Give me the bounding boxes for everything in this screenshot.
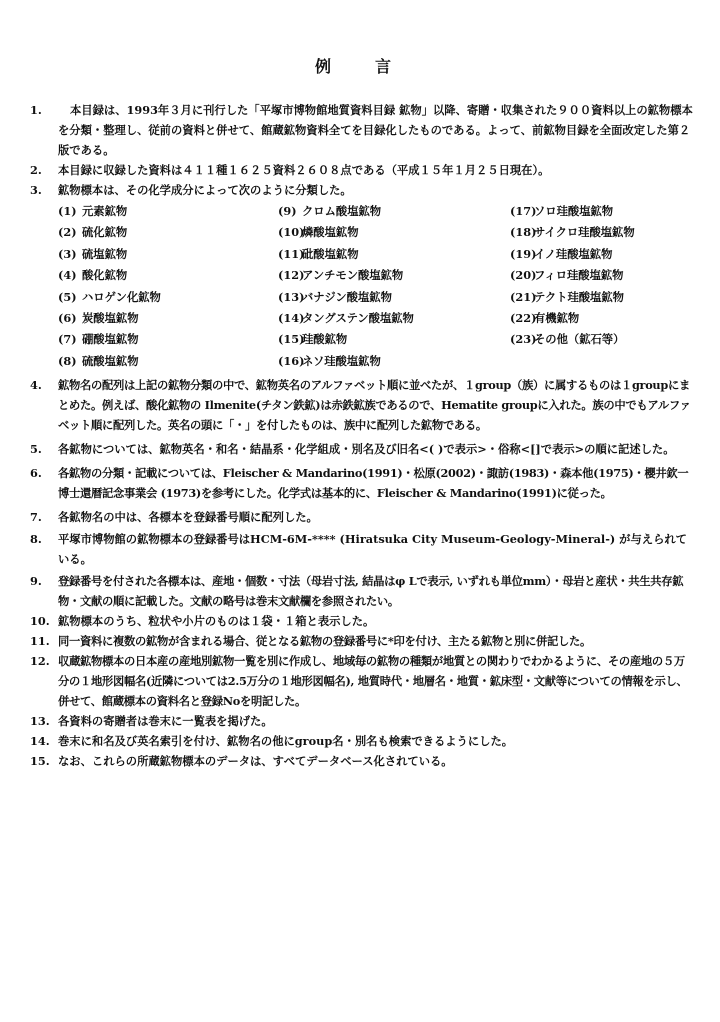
item-number: 15.: [30, 754, 50, 769]
category-number: (12): [278, 268, 305, 283]
category-number: (13): [278, 289, 305, 304]
list-item: [30, 751, 695, 771]
item-number: 11.: [30, 634, 50, 649]
category-item: [510, 287, 680, 308]
item-number: 8.: [30, 532, 42, 547]
category-name: 珪酸鉱物: [302, 332, 348, 347]
category-number: (14): [278, 310, 305, 325]
list-item: [30, 160, 695, 180]
item-text: 本目録に収録した資料は４１１種１６２５資料２６０８点である（平成１５年１月２５日現在）。: [58, 163, 550, 177]
category-name: バナジン酸塩鉱物: [302, 289, 392, 304]
category-item: [58, 351, 278, 372]
category-name: 燐酸塩鉱物: [302, 225, 359, 240]
category-number: (11): [278, 246, 305, 261]
item-number: 12.: [30, 654, 50, 669]
category-number: (4): [58, 268, 77, 283]
category-item: [510, 265, 680, 286]
item-number: 13.: [30, 714, 50, 729]
list-item: [30, 529, 695, 569]
category-number: (3): [58, 246, 77, 261]
item-number: 5.: [30, 442, 42, 457]
category-name: ネソ珪酸塩鉱物: [302, 353, 381, 368]
category-number: (20): [510, 268, 537, 283]
category-name: クロム酸塩鉱物: [302, 204, 382, 218]
category-item: [510, 222, 680, 243]
page-title: 例 言: [314, 57, 405, 76]
list-item: [30, 463, 695, 503]
item-text: 鉱物名の配列は上記の鉱物分類の中で、鉱物英名のアルファベット順に並べたが、１group（族）に属するものは１groupにまとめた。例えば、酸化鉱物の Ilmenite(チタン鉄鉱)は赤鉄鉱族であるので、Hematite groupに入れた。族の中でもアルファベット順に配列した。英名の頭に「・」を付したものは、族中に配列した鉱物である。: [58, 378, 691, 433]
category-item: [510, 244, 680, 265]
item-text: 登録番号を付された各標本は、産地・個数・寸法（母岩寸法, 結晶はφ Lで表示, いずれも単位mm）・母岩と産状・共生共存鉱物・文献の順に記載した。文献の略号は巻末文献欄を参照されたい。: [58, 574, 684, 609]
list-item: [30, 180, 695, 372]
category-item: [278, 244, 510, 265]
item-number: 9.: [30, 574, 42, 589]
category-name: 砒酸塩鉱物: [302, 246, 359, 261]
item-text: 各鉱物については、鉱物英名・和名・結晶系・化学組成・別名及び旧名<( )で表示>・俗称<[]で表示>の順に記述した。: [58, 442, 675, 457]
category-name: ソロ珪酸塩鉱物: [534, 204, 614, 218]
category-item: [278, 222, 510, 243]
category-name: 硫化鉱物: [82, 225, 128, 240]
category-item: [278, 287, 510, 308]
item-text: 各鉱物の分類・記載については、Fleischer & Mandarino(1991)・松原(2002)・諏訪(1983)・森本他(1975)・櫻井欽一博士還暦記念事業会 (1973)を参考にした。化学式は基本的に、Fleischer & Mandarino(1991)に従った。: [58, 466, 689, 501]
item-text: 収蔵鉱物標本の日本産の産地別鉱物一覧を別に作成し、地域毎の鉱物の種類が地質との関わりでわかるように、その産地の５万分の１地形図幅名(近隣については2.5万分の１地形図幅名), 地質時代・地層名・地質・鉱床型・文献等についての情報を示し、併せて、館蔵標本の資料名と登録Noを明記した。: [58, 654, 688, 709]
list-item: [30, 731, 695, 751]
category-number: (7): [58, 332, 77, 347]
category-item: [58, 265, 278, 286]
category-item: [58, 244, 278, 265]
item-number: 7.: [30, 510, 42, 525]
list-item: [30, 651, 695, 711]
category-name: 炭酸塩鉱物: [82, 310, 139, 325]
category-item: [510, 329, 680, 350]
category-item: [510, 308, 680, 329]
category-number: (2): [58, 225, 77, 240]
category-name: 有機鉱物: [534, 310, 580, 325]
item-text: 各鉱物名の中は、各標本を登録番号順に配列した。: [58, 510, 318, 525]
category-item: [278, 351, 510, 372]
item-number: 2.: [30, 163, 42, 177]
category-number: (5): [58, 289, 77, 304]
category-number: (18): [510, 225, 537, 240]
category-name: アンチモン酸塩鉱物: [302, 268, 404, 283]
category-name: 酸化鉱物: [82, 268, 128, 283]
item-text: 鉱物標本のうち、粒状や小片のものは１袋・１箱と表示した。: [58, 614, 375, 629]
list-item: [30, 507, 695, 527]
category-name: ハロゲン化鉱物: [82, 289, 161, 304]
category-number: (16): [278, 353, 305, 368]
list-item: [30, 711, 695, 731]
item-number: 6.: [30, 466, 42, 481]
category-name: 硫塩鉱物: [82, 246, 128, 261]
item-text: 平塚市博物館の鉱物標本の登録番号はHCM-6M-**** (Hiratsuka City Museum-Geology-Mineral-) が与えられている。: [58, 532, 687, 567]
category-item: [58, 201, 278, 222]
notes-list: [30, 100, 695, 771]
category-name: 硼酸塩鉱物: [82, 332, 139, 347]
category-number: (8): [58, 353, 77, 368]
category-item: [278, 329, 510, 350]
category-name: 硫酸塩鉱物: [82, 353, 139, 368]
category-name: タングステン酸塩鉱物: [302, 310, 414, 325]
category-item: [510, 201, 680, 222]
category-name: サイクロ珪酸塩鉱物: [534, 225, 635, 240]
item-text: 本目録は、1993年３月に刊行した「平塚市博物館地質資料目録 鉱物」以降、寄贈・収集された９００資料以上の鉱物標本を分類・整理し、従前の資料と併せて、館蔵鉱物資料全てを目録化したものである。よって、前鉱物目録を全面改定した第２版である。: [58, 103, 693, 157]
item-number: 10.: [30, 614, 50, 629]
category-name: イノ珪酸塩鉱物: [534, 246, 613, 261]
category-item: [58, 329, 278, 350]
item-text: 巻末に和名及び英名索引を付け、鉱物名の他にgroup名・別名も検索できるようにした。: [58, 734, 514, 749]
list-item: [30, 611, 695, 631]
category-number: (1): [58, 204, 77, 218]
category-name: その他（鉱石等）: [534, 332, 625, 347]
category-item: [58, 222, 278, 243]
category-number: (23): [510, 332, 537, 347]
category-number: (22): [510, 310, 537, 325]
category-item: [278, 201, 510, 222]
item-number: 3.: [30, 183, 42, 197]
category-number: (21): [510, 289, 537, 304]
list-item: [30, 375, 695, 435]
item-number: 4.: [30, 378, 42, 393]
item-text: 鉱物標本は、その化学成分によって次のように分類した。: [58, 183, 352, 197]
category-number: (9): [278, 204, 297, 218]
item-number: 1.: [30, 103, 42, 117]
category-name: テクト珪酸塩鉱物: [534, 289, 624, 304]
category-item: [278, 308, 510, 329]
item-text: 同一資料に複数の鉱物が含まれる場合、従となる鉱物の登録番号に*印を付け、主たる鉱物と別に併記した。: [58, 634, 592, 649]
list-item: [30, 439, 695, 459]
item-text: なお、これらの所蔵鉱物標本のデータは、すべてデータベース化されている。: [58, 754, 453, 769]
category-number: (17): [510, 204, 537, 218]
category-number: (6): [58, 310, 77, 325]
item-number: 14.: [30, 734, 50, 749]
category-number: (15): [278, 332, 305, 347]
category-number: (19): [510, 246, 537, 261]
category-item: [58, 287, 278, 308]
list-item: [30, 100, 695, 160]
category-number: (10): [278, 225, 305, 240]
item-text: 各資料の寄贈者は巻末に一覧表を掲げた。: [58, 714, 273, 729]
list-item: [30, 631, 695, 651]
category-item: [58, 308, 278, 329]
mineral-category-table: [58, 201, 695, 372]
category-name: フィロ珪酸塩鉱物: [534, 268, 624, 283]
category-item: [278, 265, 510, 286]
category-name: 元素鉱物: [82, 204, 128, 218]
list-item: [30, 571, 695, 611]
